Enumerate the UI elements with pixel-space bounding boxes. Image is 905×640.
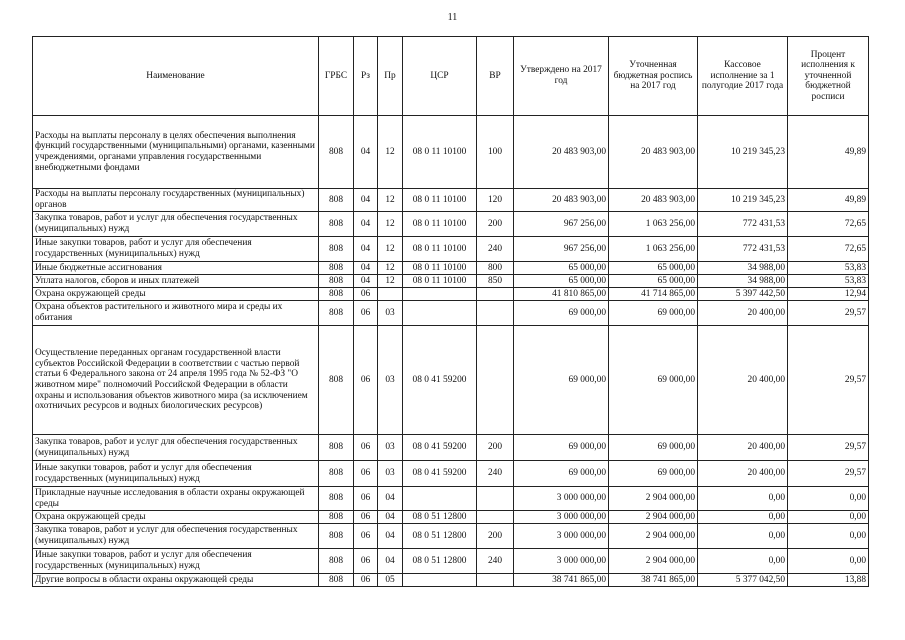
row-pr: 12 bbox=[378, 116, 403, 189]
row-refined: 2 904 000,00 bbox=[609, 511, 698, 524]
row-approved: 967 256,00 bbox=[514, 212, 609, 237]
header-name: Наименование bbox=[33, 37, 319, 116]
table-row bbox=[33, 574, 869, 587]
row-vr bbox=[477, 301, 514, 326]
row-refined: 41 714 865,00 bbox=[609, 288, 698, 301]
row-refined: 69 000,00 bbox=[609, 326, 698, 435]
header-approved: Утверждено на 2017 год bbox=[514, 37, 609, 116]
row-cash: 0,00 bbox=[698, 524, 788, 549]
row-percent: 0,00 bbox=[788, 511, 869, 524]
row-percent: 29,57 bbox=[788, 461, 869, 487]
row-approved: 3 000 000,00 bbox=[514, 524, 609, 549]
row-vr: 240 bbox=[477, 549, 514, 574]
header-grbs: ГРБС bbox=[319, 37, 354, 116]
row-rz: 06 bbox=[354, 435, 378, 461]
row-cash: 10 219 345,23 bbox=[698, 116, 788, 189]
row-csr: 08 0 11 10100 bbox=[403, 237, 477, 262]
row-vr: 120 bbox=[477, 189, 514, 212]
row-pr: 04 bbox=[378, 511, 403, 524]
row-cash: 0,00 bbox=[698, 487, 788, 511]
row-csr: 08 0 51 12800 bbox=[403, 549, 477, 574]
row-pr bbox=[378, 288, 403, 301]
row-percent: 29,57 bbox=[788, 326, 869, 435]
row-pr: 12 bbox=[378, 262, 403, 275]
row-percent: 12,94 bbox=[788, 288, 869, 301]
row-approved: 20 483 903,00 bbox=[514, 189, 609, 212]
row-rz: 04 bbox=[354, 275, 378, 288]
row-vr bbox=[477, 511, 514, 524]
row-rz: 06 bbox=[354, 549, 378, 574]
row-cash: 5 377 042,50 bbox=[698, 574, 788, 587]
header-vr: ВР bbox=[477, 37, 514, 116]
row-pr: 04 bbox=[378, 524, 403, 549]
row-pr: 12 bbox=[378, 237, 403, 262]
row-grbs: 808 bbox=[319, 511, 354, 524]
row-csr bbox=[403, 487, 477, 511]
row-percent: 13,88 bbox=[788, 574, 869, 587]
row-name: Осуществление переданных органам государственной власти субъектов Российской Федерации в соответствии с частью первой статьи 6 Федерального закона от 24 апреля 1995 года № 52-ФЗ "О животном мире" полномочий Российской Федерации в области охраны и использования объектов животного мира (за исключением охотничьих ресурсов и водных биологических ресурсов) bbox=[33, 326, 319, 435]
row-refined: 20 483 903,00 bbox=[609, 116, 698, 189]
row-approved: 3 000 000,00 bbox=[514, 549, 609, 574]
row-pr: 03 bbox=[378, 301, 403, 326]
row-csr bbox=[403, 574, 477, 587]
row-approved: 41 810 865,00 bbox=[514, 288, 609, 301]
row-vr: 850 bbox=[477, 275, 514, 288]
row-rz: 06 bbox=[354, 574, 378, 587]
row-name: Расходы на выплаты персоналу в целях обеспечения выполнения функций государственными (муниципальными) органами, казенными учреждениями, органами управления государственными внебюджетными фондами bbox=[33, 116, 319, 189]
table-row bbox=[33, 301, 869, 326]
row-csr: 08 0 11 10100 bbox=[403, 116, 477, 189]
row-refined: 2 904 000,00 bbox=[609, 487, 698, 511]
row-percent: 53,83 bbox=[788, 262, 869, 275]
row-name: Уплата налогов, сборов и иных платежей bbox=[33, 275, 319, 288]
row-refined: 69 000,00 bbox=[609, 435, 698, 461]
row-refined: 1 063 256,00 bbox=[609, 212, 698, 237]
table-row bbox=[33, 524, 869, 549]
row-rz: 06 bbox=[354, 461, 378, 487]
row-refined: 2 904 000,00 bbox=[609, 524, 698, 549]
row-vr bbox=[477, 487, 514, 511]
row-approved: 3 000 000,00 bbox=[514, 511, 609, 524]
row-refined: 1 063 256,00 bbox=[609, 237, 698, 262]
row-rz: 06 bbox=[354, 301, 378, 326]
row-name: Закупка товаров, работ и услуг для обеспечения государственных (муниципальных) нужд bbox=[33, 212, 319, 237]
row-rz: 04 bbox=[354, 237, 378, 262]
row-approved: 65 000,00 bbox=[514, 275, 609, 288]
row-cash: 34 988,00 bbox=[698, 262, 788, 275]
table-row bbox=[33, 275, 869, 288]
row-vr: 100 bbox=[477, 116, 514, 189]
table-header-row bbox=[33, 37, 869, 116]
row-vr: 240 bbox=[477, 237, 514, 262]
row-cash: 0,00 bbox=[698, 549, 788, 574]
row-refined: 38 741 865,00 bbox=[609, 574, 698, 587]
row-rz: 04 bbox=[354, 189, 378, 212]
row-percent: 72,65 bbox=[788, 237, 869, 262]
row-grbs: 808 bbox=[319, 189, 354, 212]
row-approved: 65 000,00 bbox=[514, 262, 609, 275]
row-grbs: 808 bbox=[319, 574, 354, 587]
row-cash: 772 431,53 bbox=[698, 212, 788, 237]
row-name: Охрана окружающей среды bbox=[33, 511, 319, 524]
row-pr: 03 bbox=[378, 326, 403, 435]
budget-execution-table bbox=[32, 36, 869, 587]
row-approved: 20 483 903,00 bbox=[514, 116, 609, 189]
row-approved: 3 000 000,00 bbox=[514, 487, 609, 511]
row-name: Закупка товаров, работ и услуг для обеспечения государственных (муниципальных) нужд bbox=[33, 524, 319, 549]
table-row bbox=[33, 487, 869, 511]
row-csr: 08 0 11 10100 bbox=[403, 212, 477, 237]
row-cash: 20 400,00 bbox=[698, 326, 788, 435]
row-percent: 49,89 bbox=[788, 116, 869, 189]
row-pr: 05 bbox=[378, 574, 403, 587]
row-percent: 0,00 bbox=[788, 524, 869, 549]
header-rz: Рз bbox=[354, 37, 378, 116]
row-cash: 0,00 bbox=[698, 511, 788, 524]
row-name: Охрана окружающей среды bbox=[33, 288, 319, 301]
row-csr bbox=[403, 301, 477, 326]
row-pr: 03 bbox=[378, 461, 403, 487]
row-vr bbox=[477, 574, 514, 587]
row-name: Иные закупки товаров, работ и услуг для обеспечения государственных (муниципальных) нужд bbox=[33, 237, 319, 262]
row-refined: 20 483 903,00 bbox=[609, 189, 698, 212]
table-row bbox=[33, 461, 869, 487]
row-grbs: 808 bbox=[319, 435, 354, 461]
row-name: Другие вопросы в области охраны окружающей среды bbox=[33, 574, 319, 587]
row-name: Иные закупки товаров, работ и услуг для обеспечения государственных (муниципальных) нужд bbox=[33, 461, 319, 487]
row-grbs: 808 bbox=[319, 212, 354, 237]
row-grbs: 808 bbox=[319, 237, 354, 262]
row-name: Закупка товаров, работ и услуг для обеспечения государственных (муниципальных) нужд bbox=[33, 435, 319, 461]
row-cash: 5 397 442,50 bbox=[698, 288, 788, 301]
row-pr: 12 bbox=[378, 189, 403, 212]
row-csr: 08 0 11 10100 bbox=[403, 275, 477, 288]
row-grbs: 808 bbox=[319, 326, 354, 435]
row-vr: 240 bbox=[477, 461, 514, 487]
row-grbs: 808 bbox=[319, 116, 354, 189]
table-row bbox=[33, 326, 869, 435]
row-percent: 29,57 bbox=[788, 301, 869, 326]
row-percent: 49,89 bbox=[788, 189, 869, 212]
table-row bbox=[33, 212, 869, 237]
row-rz: 06 bbox=[354, 288, 378, 301]
row-refined: 2 904 000,00 bbox=[609, 549, 698, 574]
row-percent: 29,57 bbox=[788, 435, 869, 461]
row-grbs: 808 bbox=[319, 461, 354, 487]
page-number: 11 bbox=[447, 12, 458, 23]
header-csr: ЦСР bbox=[403, 37, 477, 116]
row-approved: 967 256,00 bbox=[514, 237, 609, 262]
row-grbs: 808 bbox=[319, 288, 354, 301]
row-vr: 800 bbox=[477, 262, 514, 275]
row-vr: 200 bbox=[477, 524, 514, 549]
row-rz: 06 bbox=[354, 511, 378, 524]
table-row bbox=[33, 435, 869, 461]
row-rz: 06 bbox=[354, 326, 378, 435]
row-grbs: 808 bbox=[319, 275, 354, 288]
row-cash: 772 431,53 bbox=[698, 237, 788, 262]
row-percent: 0,00 bbox=[788, 549, 869, 574]
table-row bbox=[33, 288, 869, 301]
row-grbs: 808 bbox=[319, 524, 354, 549]
header-percent: Процент исполнения к уточненной бюджетной росписи bbox=[788, 37, 869, 116]
row-refined: 65 000,00 bbox=[609, 262, 698, 275]
row-cash: 20 400,00 bbox=[698, 435, 788, 461]
header-pr: Пр bbox=[378, 37, 403, 116]
row-name: Иные бюджетные ассигнования bbox=[33, 262, 319, 275]
row-pr: 04 bbox=[378, 549, 403, 574]
row-approved: 69 000,00 bbox=[514, 435, 609, 461]
row-pr: 12 bbox=[378, 275, 403, 288]
row-rz: 04 bbox=[354, 212, 378, 237]
table-row bbox=[33, 262, 869, 275]
row-grbs: 808 bbox=[319, 262, 354, 275]
row-vr: 200 bbox=[477, 212, 514, 237]
row-percent: 53,83 bbox=[788, 275, 869, 288]
row-percent: 0,00 bbox=[788, 487, 869, 511]
row-refined: 69 000,00 bbox=[609, 301, 698, 326]
table-row bbox=[33, 511, 869, 524]
row-csr bbox=[403, 288, 477, 301]
row-percent: 72,65 bbox=[788, 212, 869, 237]
row-approved: 69 000,00 bbox=[514, 301, 609, 326]
row-csr: 08 0 41 59200 bbox=[403, 326, 477, 435]
row-cash: 10 219 345,23 bbox=[698, 189, 788, 212]
row-rz: 06 bbox=[354, 524, 378, 549]
row-vr bbox=[477, 288, 514, 301]
row-rz: 04 bbox=[354, 262, 378, 275]
row-csr: 08 0 51 12800 bbox=[403, 524, 477, 549]
row-name: Иные закупки товаров, работ и услуг для обеспечения государственных (муниципальных) нужд bbox=[33, 549, 319, 574]
row-grbs: 808 bbox=[319, 487, 354, 511]
row-csr: 08 0 41 59200 bbox=[403, 435, 477, 461]
row-csr: 08 0 11 10100 bbox=[403, 189, 477, 212]
row-name: Прикладные научные исследования в области охраны окружающей среды bbox=[33, 487, 319, 511]
table-row bbox=[33, 549, 869, 574]
header-cash: Кассовое исполнение за 1 полугодие 2017 года bbox=[698, 37, 788, 116]
row-refined: 65 000,00 bbox=[609, 275, 698, 288]
row-cash: 20 400,00 bbox=[698, 461, 788, 487]
row-name: Охрана объектов растительного и животного мира и среды их обитания bbox=[33, 301, 319, 326]
row-pr: 04 bbox=[378, 487, 403, 511]
row-approved: 69 000,00 bbox=[514, 461, 609, 487]
row-csr: 08 0 51 12800 bbox=[403, 511, 477, 524]
table-row bbox=[33, 237, 869, 262]
row-approved: 69 000,00 bbox=[514, 326, 609, 435]
row-approved: 38 741 865,00 bbox=[514, 574, 609, 587]
row-pr: 12 bbox=[378, 212, 403, 237]
row-csr: 08 0 41 59200 bbox=[403, 461, 477, 487]
row-csr: 08 0 11 10100 bbox=[403, 262, 477, 275]
table-row bbox=[33, 189, 869, 212]
row-name: Расходы на выплаты персоналу государственных (муниципальных) органов bbox=[33, 189, 319, 212]
header-refined: Уточненная бюджетная роспись на 2017 год bbox=[609, 37, 698, 116]
table-row bbox=[33, 116, 869, 189]
row-cash: 20 400,00 bbox=[698, 301, 788, 326]
row-grbs: 808 bbox=[319, 301, 354, 326]
row-vr bbox=[477, 326, 514, 435]
row-grbs: 808 bbox=[319, 549, 354, 574]
row-vr: 200 bbox=[477, 435, 514, 461]
row-refined: 69 000,00 bbox=[609, 461, 698, 487]
row-cash: 34 988,00 bbox=[698, 275, 788, 288]
row-pr: 03 bbox=[378, 435, 403, 461]
row-rz: 06 bbox=[354, 487, 378, 511]
row-rz: 04 bbox=[354, 116, 378, 189]
